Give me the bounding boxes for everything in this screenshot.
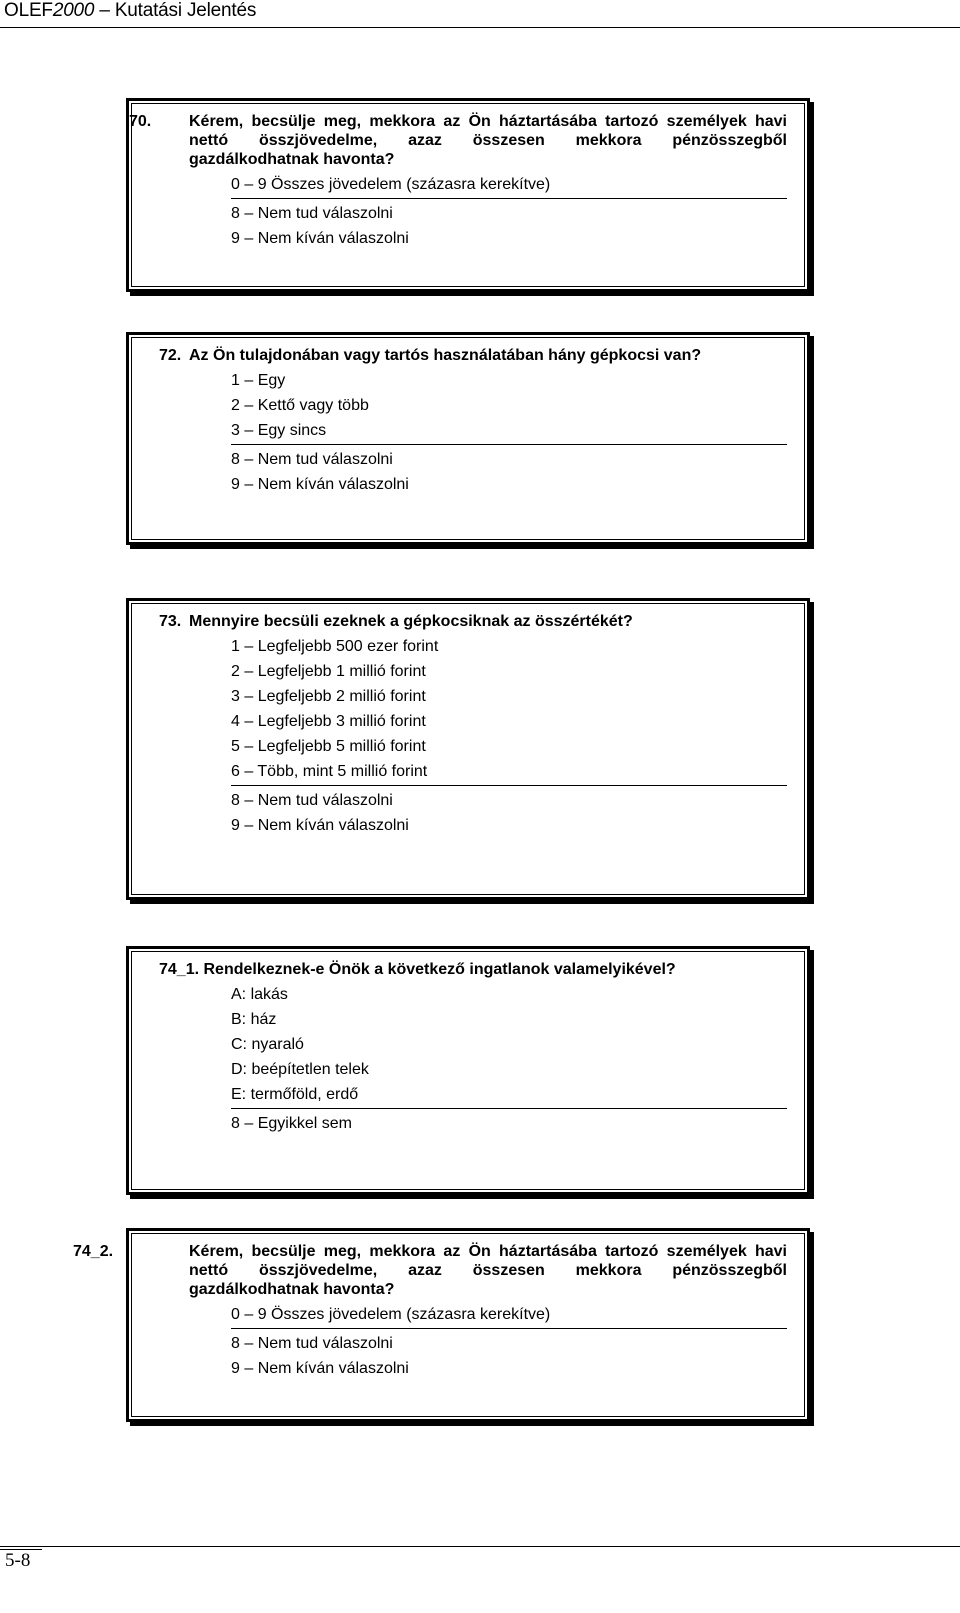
answer-options xyxy=(231,368,787,497)
answer-option: E: termőföld, erdő xyxy=(231,1086,359,1103)
answer-option: 6 – Több, mint 5 millió forint xyxy=(231,763,428,780)
answer-options xyxy=(231,172,787,251)
answer-option: 9 – Nem kíván válaszolni xyxy=(231,230,409,247)
question-number: 74_2. xyxy=(73,1243,114,1260)
answer-options xyxy=(231,982,787,1136)
separator-rule xyxy=(231,1108,787,1109)
answer-option: D: beépítetlen telek xyxy=(231,1061,369,1078)
answer-option: 9 – Nem kíván válaszolni xyxy=(231,817,409,834)
footer-rule xyxy=(0,1546,960,1547)
question-text xyxy=(159,346,787,365)
separator-rule xyxy=(231,785,787,786)
answer-option: 8 – Nem tud válaszolni xyxy=(231,205,393,222)
question-body: Kérem, becsülje meg, mekkora az Ön háztartásába tartozó személyek havi nettó összjövedelme, azaz összesen mekkora pénzösszegből gazdálkodhatnak havonta? xyxy=(189,1243,787,1298)
answer-option: 3 – Legfeljebb 2 millió forint xyxy=(231,688,426,705)
answer-option: 8 – Nem tud válaszolni xyxy=(231,451,393,468)
question-box-74-2 xyxy=(73,1228,810,1422)
separator-rule xyxy=(231,444,787,445)
header-rule xyxy=(0,27,960,28)
question-body: Mennyire becsüli ezeknek a gépkocsiknak az összértékét? xyxy=(189,613,633,630)
answer-options xyxy=(231,634,787,838)
answer-option: 9 – Nem kíván válaszolni xyxy=(231,476,409,493)
answer-options xyxy=(231,1302,787,1381)
question-body: Az Ön tulajdonában vagy tartós használatában hány gépkocsi van? xyxy=(189,347,702,364)
separator-rule xyxy=(231,198,787,199)
page-header xyxy=(4,0,256,22)
question-number: 74_1. xyxy=(159,961,200,978)
question-box-74-1 xyxy=(126,946,810,1195)
page-number: 5-8 xyxy=(5,1550,31,1571)
question-number: 70. xyxy=(129,113,152,130)
answer-option: 1 – Legfeljebb 500 ezer forint xyxy=(231,638,439,655)
answer-option: 9 – Nem kíván válaszolni xyxy=(231,1360,409,1377)
answer-option: C: nyaraló xyxy=(231,1036,304,1053)
answer-option: 5 – Legfeljebb 5 millió forint xyxy=(231,738,426,755)
answer-option: 8 – Nem tud válaszolni xyxy=(231,1335,393,1352)
answer-option: 0 – 9 Összes jövedelem (százasra kerekítve) xyxy=(231,176,551,193)
answer-option: 4 – Legfeljebb 3 millió forint xyxy=(231,713,426,730)
question-text xyxy=(159,960,787,979)
question-number: 72. xyxy=(159,347,182,364)
separator-rule xyxy=(231,1328,787,1329)
answer-option: 2 – Legfeljebb 1 millió forint xyxy=(231,663,426,680)
question-text xyxy=(129,112,787,169)
answer-option: 1 – Egy xyxy=(231,372,286,389)
question-box-70 xyxy=(126,98,810,292)
header-title-year: 2000 xyxy=(52,0,95,21)
question-box-72 xyxy=(126,332,810,545)
answer-option: 3 – Egy sincs xyxy=(231,422,327,439)
answer-option: A: lakás xyxy=(231,986,288,1003)
answer-option: B: ház xyxy=(231,1011,277,1028)
question-text xyxy=(159,612,787,631)
question-box-73 xyxy=(126,598,810,900)
question-text xyxy=(73,1242,787,1299)
question-body: Rendelkeznek-e Önök a következő ingatlanok valamelyikével? xyxy=(203,961,676,978)
answer-option: 8 – Nem tud válaszolni xyxy=(231,792,393,809)
header-title-prefix: OLEF xyxy=(4,0,53,21)
question-number: 73. xyxy=(159,613,182,630)
question-body: Kérem, becsülje meg, mekkora az Ön háztartásába tartozó személyek havi nettó összjövedelme, azaz összesen mekkora pénzösszegből gazdálkodhatnak havonta? xyxy=(189,113,787,168)
answer-option: 2 – Kettő vagy több xyxy=(231,397,369,414)
answer-option: 8 – Egyikkel sem xyxy=(231,1115,352,1132)
header-title-suffix: – Kutatási Jelentés xyxy=(94,0,257,21)
answer-option: 0 – 9 Összes jövedelem (százasra kerekítve) xyxy=(231,1306,551,1323)
